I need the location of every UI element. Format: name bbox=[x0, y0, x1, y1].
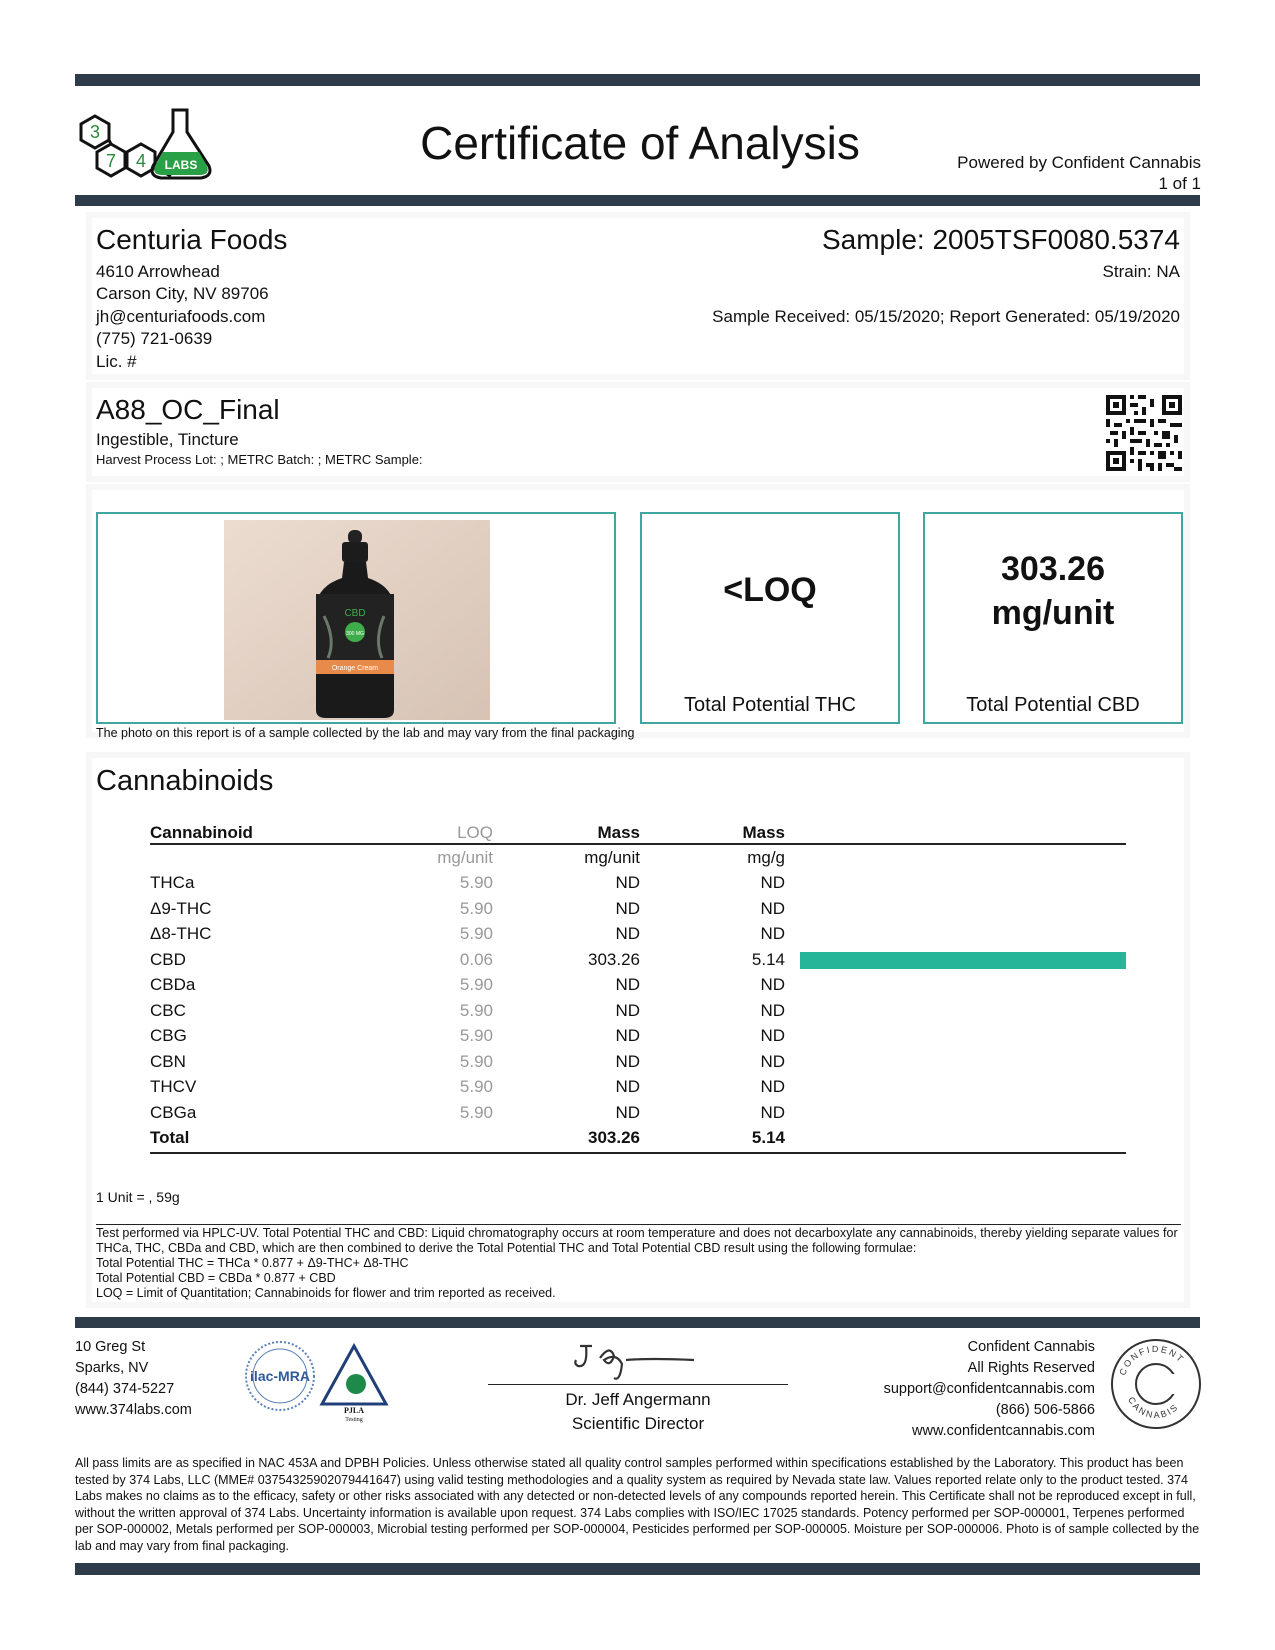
cannabinoid-mass-unit: ND bbox=[615, 1051, 640, 1071]
total-label: Total bbox=[150, 1128, 190, 1147]
374-labs-logo bbox=[75, 104, 225, 184]
svg-text:CONFIDENT bbox=[1117, 1344, 1186, 1377]
method-note: Total Potential CBD = CBDa * 0.877 + CBD bbox=[96, 1271, 336, 1285]
total-mass-g: 5.14 bbox=[751, 1128, 785, 1147]
cannabinoid-mass-g: ND bbox=[760, 873, 785, 892]
top-bar bbox=[75, 74, 1200, 86]
bottle-cbd-text: CBD bbox=[344, 608, 366, 619]
method-note: Total Potential THC = THCa * 0.877 + Δ9-THC+ Δ8-THC bbox=[96, 1256, 409, 1270]
sample-id: Sample: 2005TSF0080.5374 bbox=[821, 224, 1180, 255]
col-header-cannabinoid: Cannabinoid bbox=[150, 823, 253, 842]
cannabinoid-name: CBG bbox=[150, 1026, 187, 1045]
pjla-globe bbox=[346, 1374, 366, 1394]
thc-summary-box bbox=[640, 512, 900, 724]
logo-digit-4: 4 bbox=[135, 151, 147, 171]
product-name: A88_OC_Final bbox=[96, 394, 280, 425]
cannabinoid-loq: 5.90 bbox=[459, 1051, 493, 1071]
cc-seal-bottom: CANNABIS bbox=[1126, 1395, 1181, 1421]
total-mass-unit: 303.26 bbox=[588, 1128, 640, 1147]
lab-city: Sparks, NV bbox=[75, 1360, 149, 1376]
client-license: Lic. # bbox=[96, 352, 137, 371]
cannabinoid-loq: 5.90 bbox=[459, 975, 493, 994]
client-email: jh@centuriafoods.com bbox=[96, 307, 266, 326]
unit-mass-g: mg/g bbox=[747, 848, 785, 867]
thc-label: Total Potential THC bbox=[684, 694, 856, 716]
col-header-loq: LOQ bbox=[457, 823, 493, 842]
cannabinoid-name: Δ8-THC bbox=[150, 924, 212, 943]
sample-dates: Sample Received: 05/15/2020; Report Generated: 05/19/2020 bbox=[712, 307, 1180, 326]
col-header-mass-g: Mass bbox=[742, 823, 785, 842]
bottle-dropper-bulb bbox=[348, 530, 362, 544]
client-phone: (775) 721-0639 bbox=[96, 329, 213, 348]
confident-cannabis-info bbox=[884, 1337, 1095, 1442]
cannabinoid-mass-g: ND bbox=[760, 1077, 785, 1096]
product-lots: Harvest Process Lot: ; METRC Batch: ; METRC Sample: bbox=[96, 452, 423, 467]
cannabinoid-mass-unit: ND bbox=[615, 898, 640, 918]
cannabinoid-loq: 5.90 bbox=[459, 873, 493, 892]
disclaimer: All pass limits are as specified in NAC 453A and DPBH Policies. Unless otherwise stated all quality control samples performed within specifications established by the Laboratory. This product has been tested by 374 Labs, LLC (MME# 03754325902079441647) using valid testing methodologies and a quality system as required by Nevada state law. Values reported relate only to the product tested. 374 Labs makes no claims as to the efficacy, safety or other risks associated with any detected or non-detected levels of any compounds reported herein. This Certificate shall not be reproduced except in full, without the written approval of 374 Labs. Uncertainty information is available upon request. 374 Labs complies with ISO/IEC 17025 standards. Potency performed per SOP-000001, Terpenes performed per SOP-000002, Metals performed per SOP-000003, Microbial testing performed per SOP-000004, Pesticides performed per SOP-000005. Moisture per SOP-000006. Photo is of sample collected by the lab and may vary from final packaging. bbox=[75, 1456, 1200, 1553]
client-name: Centuria Foods bbox=[96, 224, 288, 255]
cannabinoids-title: Cannabinoids bbox=[96, 765, 274, 797]
pjla-text: PJLA bbox=[344, 1406, 364, 1415]
bottle-flavor-text: Orange Cream bbox=[331, 665, 379, 672]
logo-digit-7: 7 bbox=[105, 151, 117, 171]
cannabinoid-mass-g: 5.14 bbox=[751, 949, 785, 969]
cannabinoid-mass-g: ND bbox=[760, 924, 785, 943]
page-title: Certificate of Analysis bbox=[420, 117, 860, 169]
client-address-1: 4610 Arrowhead bbox=[96, 262, 220, 281]
thc-value: <LOQ bbox=[723, 571, 817, 609]
unit-loq: mg/unit bbox=[437, 848, 493, 867]
cbd-value: 303.26 bbox=[1001, 550, 1105, 588]
cannabinoid-loq: 5.90 bbox=[459, 1026, 493, 1045]
cannabinoid-loq: 0.06 bbox=[459, 949, 493, 969]
header-divider-bar bbox=[75, 195, 1200, 206]
cannabinoid-mass-g: ND bbox=[760, 975, 785, 994]
bottle-cap bbox=[342, 542, 368, 562]
lab-street: 10 Greg St bbox=[75, 1339, 146, 1355]
cannabinoid-mass-unit: 303.26 bbox=[588, 949, 640, 969]
cannabinoid-name: Δ9-THC bbox=[150, 898, 212, 918]
sample-photo bbox=[224, 520, 490, 720]
sample-photo-box bbox=[96, 512, 616, 724]
confident-cannabis-seal bbox=[1108, 1336, 1204, 1432]
unit-mass-unit: mg/unit bbox=[584, 848, 640, 867]
page-number: 1 of 1 bbox=[1158, 174, 1201, 193]
method-rule bbox=[96, 1224, 1181, 1225]
lab-phone: (844) 374-5227 bbox=[75, 1381, 175, 1397]
signature bbox=[570, 1338, 700, 1386]
logo-digit-3: 3 bbox=[89, 122, 101, 142]
client-address-2: Carson City, NV 89706 bbox=[96, 284, 269, 303]
logo-labs-text: LABS bbox=[164, 158, 198, 172]
svg-text:CANNABIS bbox=[1126, 1395, 1181, 1420]
powered-by bbox=[957, 152, 1201, 194]
cannabinoid-loq: 5.90 bbox=[459, 1077, 493, 1096]
cannabinoid-mass-g: ND bbox=[760, 1051, 785, 1071]
bottom-bar bbox=[75, 1563, 1200, 1575]
col-header-mass-unit: Mass bbox=[597, 823, 640, 842]
method-notes bbox=[96, 1226, 1181, 1301]
cannabinoid-loq: 5.90 bbox=[459, 1102, 493, 1122]
cannabinoid-mass-g: ND bbox=[760, 898, 785, 918]
ilac-text: ilac-MRA bbox=[250, 1368, 310, 1384]
cc-rights: All Rights Reserved bbox=[967, 1360, 1095, 1376]
cannabinoid-loq: 5.90 bbox=[459, 924, 493, 943]
signer bbox=[488, 1388, 788, 1436]
signer-title: Scientific Director bbox=[571, 1414, 705, 1433]
powered-by-text: Powered by Confident Cannabis bbox=[957, 153, 1201, 172]
cannabinoid-mass-unit: ND bbox=[615, 1102, 640, 1122]
cannabinoid-name: CBN bbox=[150, 1051, 186, 1071]
cannabinoid-name: CBD bbox=[150, 949, 186, 969]
cannabinoid-name: CBGa bbox=[150, 1102, 197, 1122]
signer-name: Dr. Jeff Angermann bbox=[565, 1390, 711, 1409]
cannabinoid-name: CBDa bbox=[150, 975, 196, 994]
cannabinoid-mass-g: ND bbox=[760, 1000, 785, 1020]
cannabinoid-mass-unit: ND bbox=[615, 873, 640, 892]
method-note: LOQ = Limit of Quantitation; Cannabinoids for flower and trim reported as received. bbox=[96, 1286, 556, 1300]
table-footer-rule bbox=[150, 1152, 1126, 1154]
cannabinoid-name: THCV bbox=[150, 1077, 197, 1096]
cannabinoid-mass-unit: ND bbox=[615, 1026, 640, 1045]
accreditation-logos bbox=[244, 1338, 394, 1423]
bottle-mg-text: 300 MG bbox=[346, 631, 364, 637]
pjla-sub: Testing bbox=[345, 1417, 363, 1423]
cannabinoid-name: CBC bbox=[150, 1000, 186, 1020]
footer-bar bbox=[75, 1317, 1200, 1328]
sample-strain: Strain: NA bbox=[1102, 262, 1180, 281]
photo-caption: The photo on this report is of a sample collected by the lab and may vary from the final packaging bbox=[96, 726, 635, 740]
cbd-label: Total Potential CBD bbox=[966, 694, 1140, 716]
qr-code[interactable] bbox=[1106, 395, 1182, 471]
cannabinoid-loq: 5.90 bbox=[459, 898, 493, 918]
cannabinoid-mass-unit: ND bbox=[615, 1000, 640, 1020]
signature-line bbox=[488, 1384, 788, 1385]
product-type: Ingestible, Tincture bbox=[96, 430, 239, 449]
cc-seal-top: CONFIDENT bbox=[1117, 1343, 1187, 1377]
cc-website[interactable]: www.confidentcannabis.com bbox=[912, 1423, 1095, 1439]
table-header-rule bbox=[150, 843, 1126, 845]
lab-address bbox=[75, 1337, 192, 1421]
cbd-summary-box bbox=[923, 512, 1183, 724]
cannabinoid-mass-unit: ND bbox=[615, 924, 640, 943]
cannabinoid-bar bbox=[800, 952, 1126, 969]
cannabinoid-mass-g: ND bbox=[760, 1026, 785, 1045]
method-note: Test performed via HPLC-UV. Total Potential THC and CBD: Liquid chromatography occurs at room temperature and does not decarboxylate any cannabinoids, thereby yielding separate values for THCa, THC, CBDa and CBD, which are then combined to derive the Total Potential THC and Total Potential CBD result using the following formulae: bbox=[96, 1226, 1178, 1255]
cannabinoid-mass-unit: ND bbox=[615, 1077, 640, 1096]
cc-email[interactable]: support@confidentcannabis.com bbox=[883, 1381, 1095, 1397]
cannabinoid-mass-unit: ND bbox=[615, 975, 640, 994]
cc-name: Confident Cannabis bbox=[967, 1339, 1095, 1355]
cannabinoid-name: THCa bbox=[150, 873, 195, 892]
cannabinoid-loq: 5.90 bbox=[459, 1000, 493, 1020]
cbd-unit: mg/unit bbox=[991, 594, 1115, 632]
unit-note: 1 Unit = , 59g bbox=[96, 1189, 180, 1205]
cannabinoid-mass-g: ND bbox=[760, 1102, 785, 1122]
lab-website[interactable]: www.374labs.com bbox=[75, 1402, 192, 1418]
cc-phone: (866) 506-5866 bbox=[995, 1402, 1095, 1418]
